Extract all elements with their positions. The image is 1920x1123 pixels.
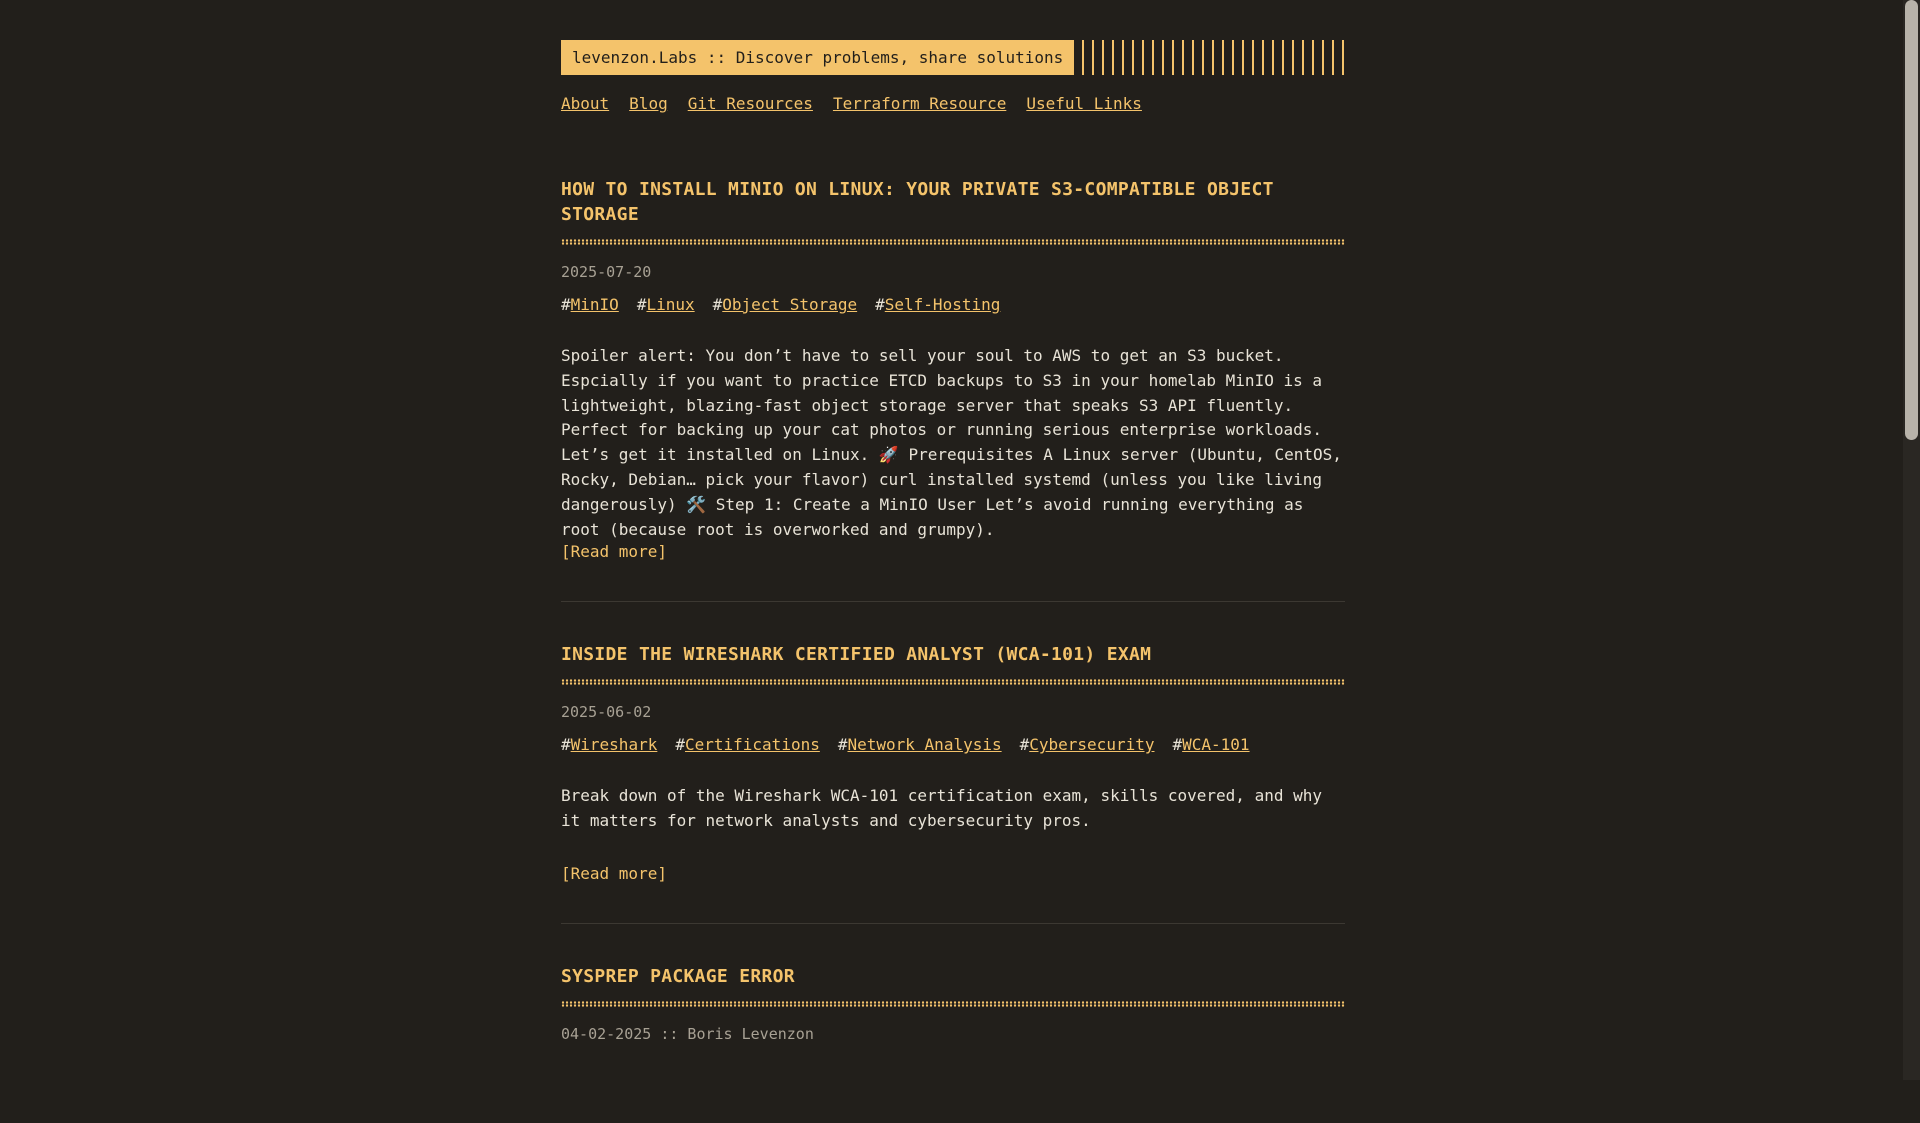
tag-hash: # [675,735,685,755]
post-item [561,642,1345,924]
tag-hash: # [1019,735,1030,755]
tag [838,735,1002,754]
tag-link-cybersecurity[interactable]: Cybersecurity [1029,735,1155,755]
tag [637,295,695,314]
nav-blog[interactable]: Blog [629,94,668,113]
site-logo[interactable]: levenzon.Labs :: Discover problems, share solutions [561,40,1074,75]
post-meta: 04-02-2025 :: Boris Levenzon [561,1024,814,1043]
tag-link-network-analysis[interactable]: Network Analysis [847,735,1002,755]
page-container [561,40,1345,1123]
tag-hash: # [561,735,571,755]
read-more-link[interactable]: [Read more] [561,863,667,883]
tag-link-minio[interactable]: MinIO [570,295,619,314]
scrollbar-thumb[interactable] [1905,0,1918,440]
main-nav [561,94,1345,113]
post-title[interactable]: INSIDE THE WIRESHARK CERTIFIED ANALYST (WCA-101) EXAM [561,644,1152,666]
post-tags [561,735,1345,754]
post-item [561,964,1345,1083]
vertical-scrollbar[interactable] [1903,0,1920,1080]
tag [561,295,619,314]
tag [875,295,1000,314]
tag-hash: # [636,295,647,314]
title-divider [561,1001,1345,1007]
tag-link-certifications[interactable]: Certifications [684,735,820,755]
post-title[interactable]: HOW TO INSTALL MINIO ON LINUX: YOUR PRIVATE S3-COMPATIBLE OBJECT STORAGE [561,179,1274,225]
tag-hash: # [561,295,571,314]
tag-hash: # [837,735,848,755]
tag [713,295,858,314]
title-divider [561,239,1345,245]
post-date: 2025-06-02 [561,703,652,722]
post-excerpt: Spoiler alert: You don’t have to sell your soul to AWS to get an S3 bucket. Espcially if you want to practice ETCD backups to S3 in your homelab MinIO is a lightweight, blazing-fast object storage server that speaks S3 API fluently. Perfect for backing up your cat photos or running serious enterprise workloads. Let’s get it installed on Linux. 🚀 Prerequisites A Linux server (Ubuntu, CentOS, Rocky, Debian… pick your flavor) curl installed systemd (unless you like living dangerously) 🛠️ Step 1: Create a MinIO User Let’s avoid running everything as root (because root is overworked and grumpy). [561,346,1342,539]
post-list [561,177,1345,1083]
tag-link-wireshark[interactable]: Wireshark [570,735,658,755]
read-more-link[interactable]: [Read more] [561,542,667,562]
tag-link-object-storage[interactable]: Object Storage [722,295,858,314]
logo-bars-decoration [1082,40,1345,75]
nav-useful-links[interactable]: Useful Links [1026,94,1142,113]
nav-terraform-resource[interactable]: Terraform Resource [832,94,1007,113]
tag-link-wca-101[interactable]: WCA-101 [1182,735,1250,755]
tag [561,735,657,754]
nav-about[interactable]: About [561,94,610,113]
post-tags [561,295,1345,314]
post-title[interactable]: SYSPREP PACKAGE ERROR [561,965,795,987]
tag [1172,735,1249,754]
tag-hash: # [875,295,885,314]
nav-git-resources[interactable]: Git Resources [687,94,813,113]
post-date: 2025-07-20 [561,263,652,281]
header [561,40,1345,75]
tag-link-linux[interactable]: Linux [646,295,695,314]
post-excerpt: Break down of the Wireshark WCA-101 certification exam, skills covered, and why it matters for network analysts and cybersecurity pros. [561,786,1322,831]
tag-link-self-hosting[interactable]: Self-Hosting [884,295,1001,314]
post-item [561,177,1345,602]
title-divider [561,679,1345,685]
tag-hash: # [1172,735,1183,755]
tag [1020,735,1155,754]
tag-hash: # [712,295,723,314]
tag [675,735,820,754]
